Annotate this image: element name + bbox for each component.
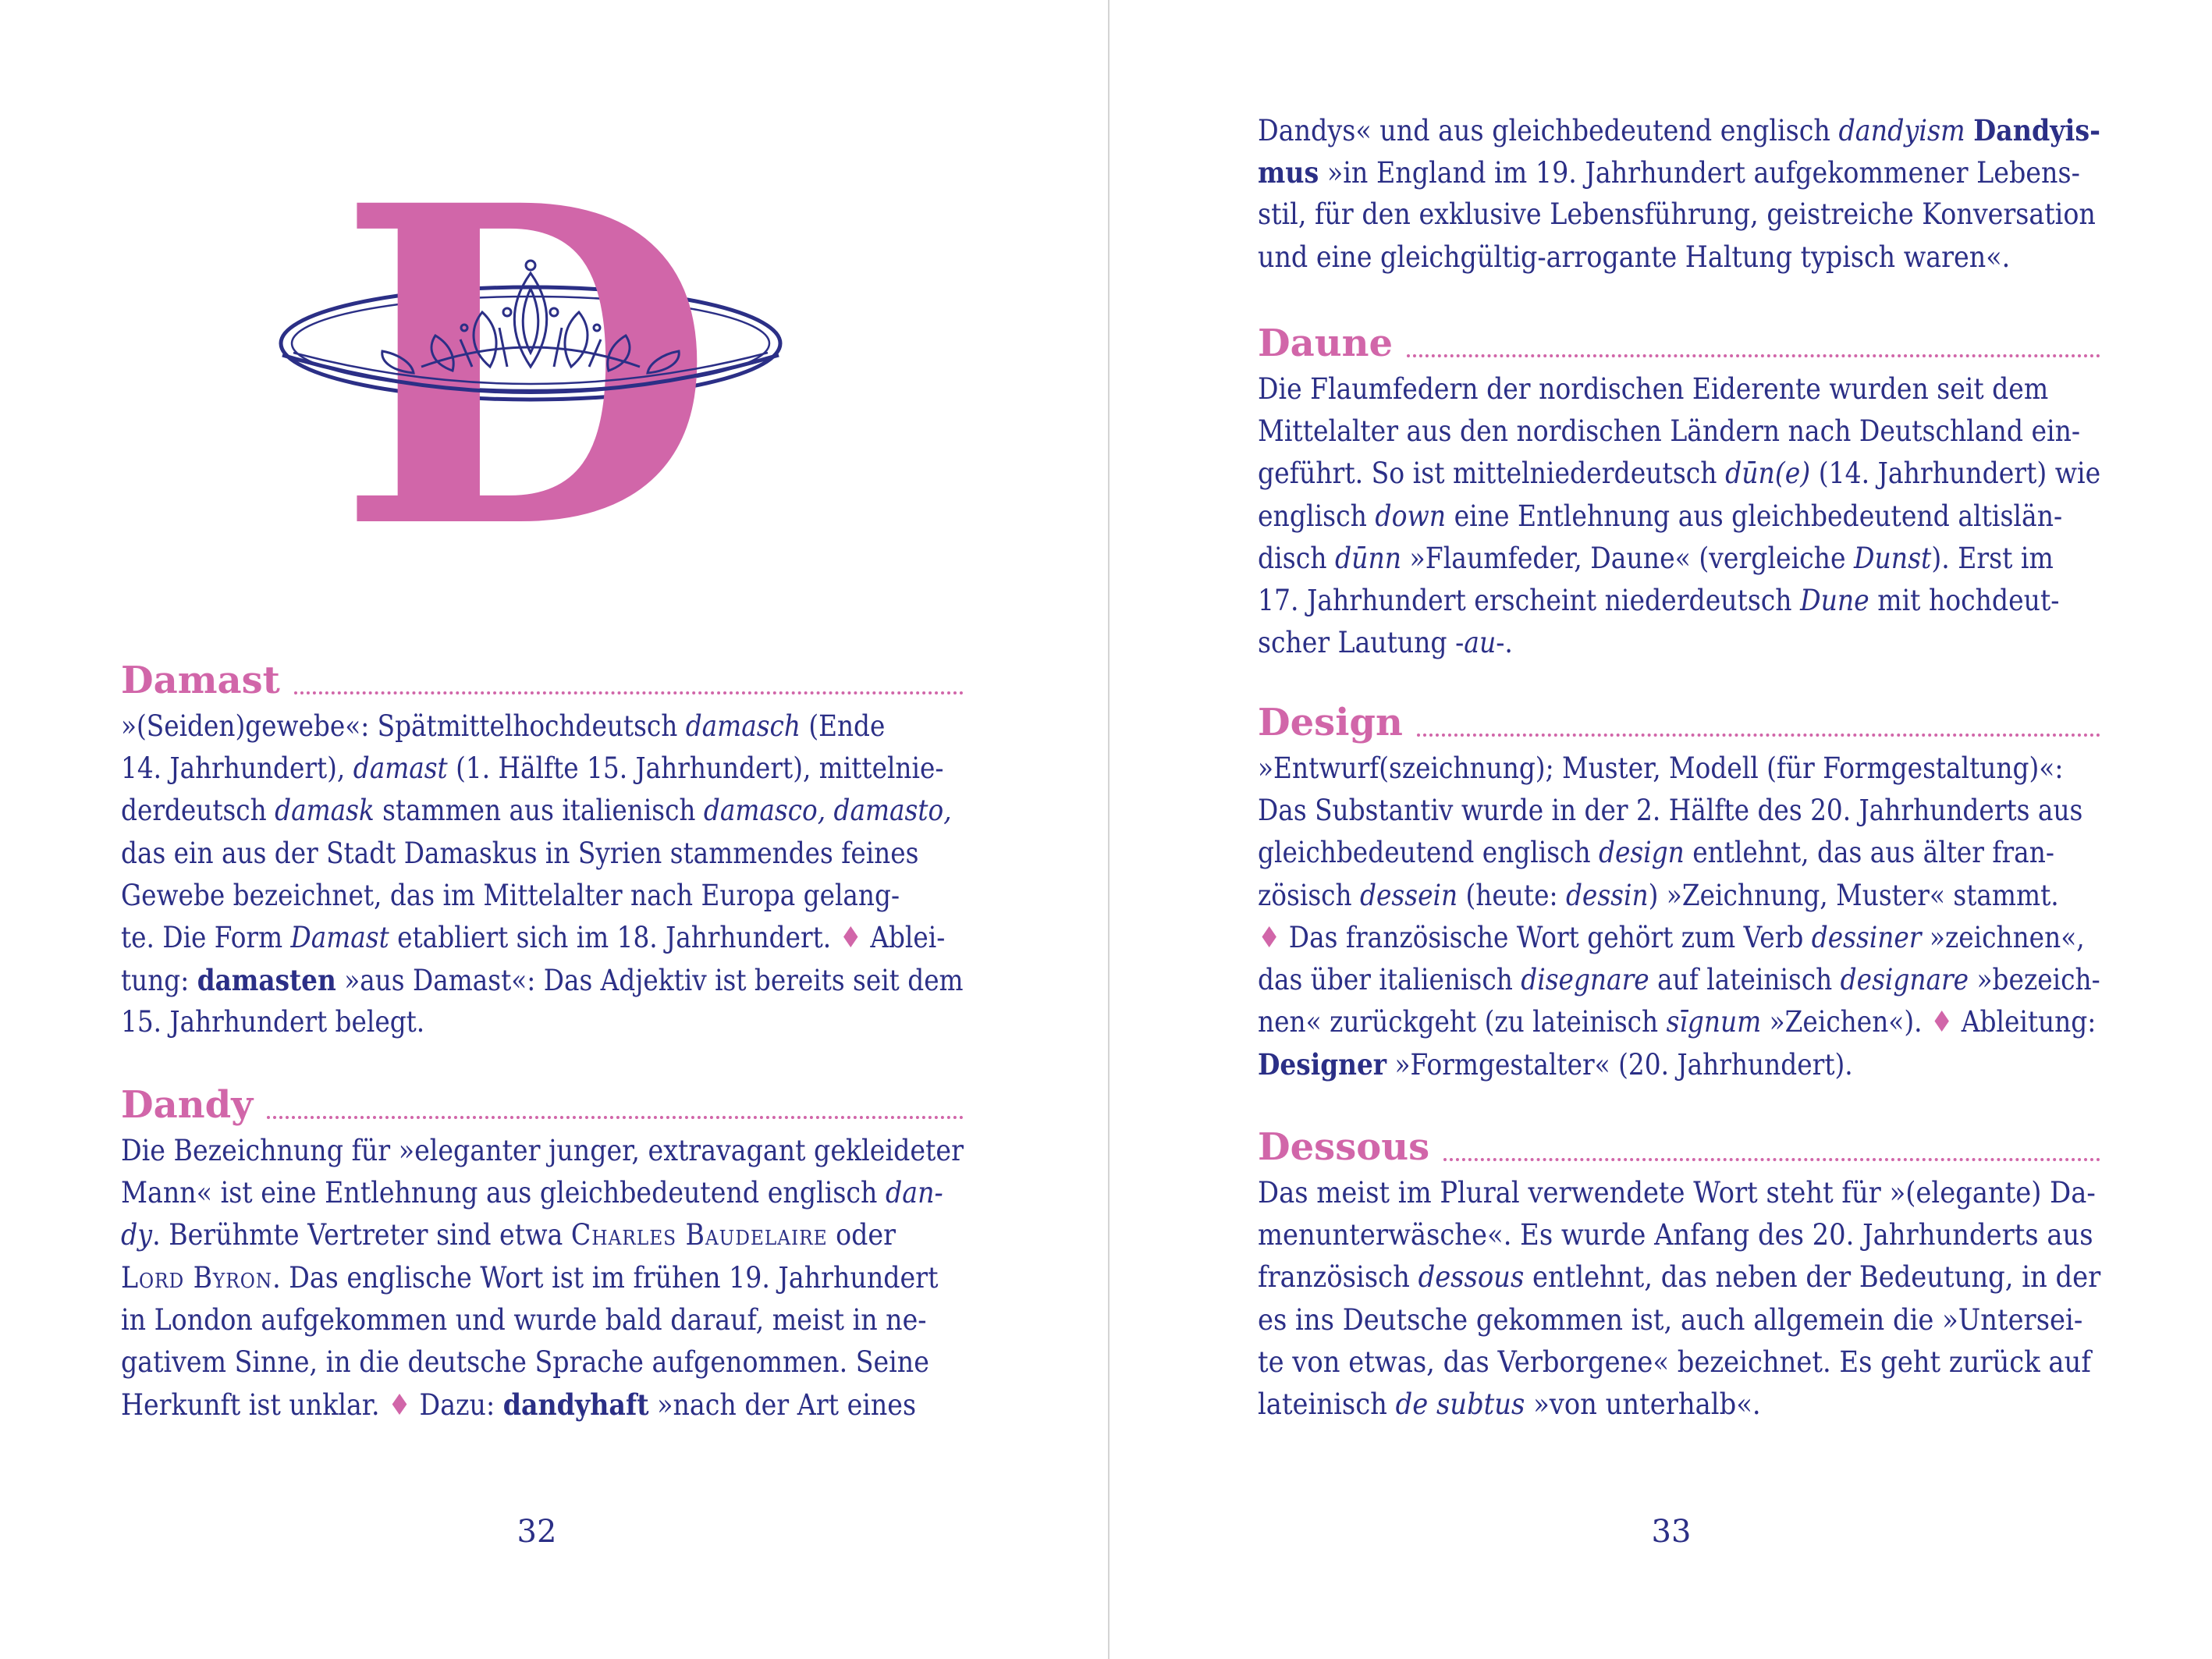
dot-leader bbox=[1417, 734, 2100, 737]
text-line bbox=[1258, 580, 2100, 622]
headword-design: Design bbox=[1258, 701, 1403, 744]
text-run: tung: bbox=[121, 964, 197, 998]
text-run: Ablei- bbox=[861, 920, 946, 954]
text-run bbox=[1965, 114, 1974, 147]
initial-letter-glyph: D bbox=[336, 133, 715, 538]
text-line bbox=[121, 833, 964, 875]
text-run: »nach der Art eines bbox=[648, 1388, 917, 1423]
text-line bbox=[1258, 959, 2100, 1001]
text-run: damast bbox=[353, 751, 448, 786]
text-line bbox=[1258, 748, 2100, 790]
text-run: te. Die Form bbox=[121, 920, 291, 954]
text-run: geführt. So ist mittelniederdeutsch bbox=[1258, 456, 1726, 491]
text-run: down bbox=[1375, 499, 1447, 533]
text-run: »Entwurf(szeichnung); Muster, Modell (für Formgestaltung)«: bbox=[1258, 751, 2064, 785]
text-run: menunterwäsche«. Es wurde Anfang des 20. Jahrhunderts aus bbox=[1258, 1218, 2093, 1252]
text-run: »zeichnen«, bbox=[1921, 920, 2085, 954]
text-run: entlehnt, das aus älter fran- bbox=[1684, 836, 2054, 870]
entry-head bbox=[1258, 1122, 2100, 1172]
text-run: (14. Jahrhundert) wie bbox=[1810, 456, 2101, 491]
text-run: dessiner bbox=[1811, 920, 1922, 954]
text-line bbox=[1258, 236, 2100, 279]
text-run: Ableitung: bbox=[1953, 1005, 2097, 1039]
text-line bbox=[1258, 368, 2100, 410]
tiara-icon bbox=[265, 133, 796, 538]
text-line bbox=[121, 1384, 964, 1426]
text-run: gativem Sinne, in die deutsche Sprache aufgenommen. Seine bbox=[121, 1345, 929, 1379]
text-run: Das Substantiv wurde in der 2. Hälfte des 20. Jahrhunderts aus bbox=[1258, 794, 2083, 828]
text-run: Mann« ist eine Entlehnung aus gleichbedeutend englisch bbox=[121, 1176, 886, 1210]
text-run: Dandys« und aus gleichbedeutend englisch bbox=[1258, 114, 1839, 147]
text-line bbox=[1258, 1256, 2100, 1298]
text-run: derdeutsch bbox=[121, 794, 275, 828]
text-line bbox=[1258, 1341, 2100, 1384]
text-run: es ins Deutsche gekommen ist, auch allgemein die »Untersei- bbox=[1258, 1302, 2083, 1337]
text-run: englisch bbox=[1258, 499, 1376, 533]
text-run: auf lateinisch bbox=[1649, 962, 1841, 996]
text-line bbox=[1258, 194, 2100, 236]
text-run: Das meist im Plural verwendete Wort steht für »(elegante) Da- bbox=[1258, 1176, 2096, 1210]
text-run: »in England im 19. Jahrhundert aufgekommener Lebens- bbox=[1319, 156, 2080, 190]
text-run: dūnn bbox=[1335, 541, 1402, 575]
text-run: das ein aus der Stadt Damaskus in Syrien stammendes feines bbox=[121, 836, 919, 870]
text-run: Herkunft ist unklar. bbox=[121, 1388, 389, 1423]
text-line bbox=[121, 1341, 964, 1384]
headword-daune: Daune bbox=[1258, 321, 1394, 365]
text-run: dandyism bbox=[1838, 114, 1965, 147]
text-run: sīgnum bbox=[1666, 1005, 1762, 1039]
text-run: oder bbox=[827, 1218, 896, 1252]
text-line bbox=[121, 705, 964, 748]
text-line bbox=[1258, 622, 2100, 664]
text-run: 17. Jahrhundert erscheint niederdeutsch bbox=[1258, 583, 1801, 617]
entry-damast bbox=[121, 655, 1074, 1044]
text-line bbox=[1258, 538, 2100, 580]
text-run: disegnare bbox=[1521, 962, 1649, 996]
diamond-icon: ♦ bbox=[388, 1388, 411, 1423]
entry-dandy bbox=[121, 1080, 1059, 1426]
dot-leader bbox=[267, 1116, 964, 1119]
text-run: Die Flaumfedern der nordischen Eiderente wurden seit dem bbox=[1258, 372, 2049, 406]
text-line bbox=[1258, 832, 2100, 874]
text-run: mit hochdeut- bbox=[1869, 583, 2060, 617]
text-run: scher Lautung - bbox=[1258, 626, 1465, 660]
entry-design bbox=[1258, 698, 2209, 1086]
text-run: »bezeich- bbox=[1969, 962, 2100, 996]
text-run: . Das englische Wort ist im frühen 19. Jahrhundert bbox=[272, 1260, 939, 1295]
text-run: au bbox=[1464, 626, 1497, 660]
text-run: Dazu: bbox=[410, 1388, 503, 1423]
headword-dandy: Dandy bbox=[121, 1083, 254, 1127]
page-number-right: 33 bbox=[1651, 1514, 1692, 1550]
text-run: Dune bbox=[1800, 583, 1869, 617]
text-line bbox=[121, 1257, 964, 1299]
text-run: französisch bbox=[1258, 1260, 1418, 1295]
text-run: dy bbox=[121, 1218, 153, 1252]
text-line bbox=[121, 1130, 964, 1172]
text-run: damasten bbox=[197, 963, 336, 998]
text-run: te von etwas, das Verborgene« bezeichnet. Es geht zurück auf bbox=[1258, 1345, 2091, 1379]
text-run: »Zeichen«). bbox=[1761, 1005, 1930, 1039]
text-run: 14. Jahrhundert), bbox=[121, 751, 353, 786]
text-run: zösisch bbox=[1258, 878, 1361, 912]
text-run: »(Seiden)gewebe«: Spätmittelhochdeutsch bbox=[121, 709, 686, 743]
text-run: mus bbox=[1258, 155, 1319, 190]
dot-leader bbox=[294, 691, 964, 695]
text-run: dan- bbox=[886, 1176, 943, 1210]
text-line bbox=[1258, 1043, 2100, 1085]
text-run: dessin bbox=[1565, 878, 1649, 912]
text-line bbox=[1258, 1214, 2100, 1256]
text-run: nen« zurückgeht (zu lateinisch bbox=[1258, 1005, 1667, 1039]
page-number-left: 32 bbox=[517, 1514, 557, 1550]
text-line bbox=[121, 917, 964, 959]
headword-dessous: Dessous bbox=[1258, 1125, 1430, 1169]
text-run: Dunst bbox=[1854, 541, 1932, 575]
text-run: Lord Byron bbox=[121, 1260, 273, 1295]
text-run: (1. Hälfte 15. Jahrhundert), mittelnie- bbox=[447, 751, 944, 786]
dot-leader bbox=[1443, 1158, 2100, 1161]
headword-damast: Damast bbox=[121, 659, 280, 702]
text-run: eine Entlehnung aus gleichbedeutend altislän- bbox=[1446, 499, 2063, 533]
text-run: »Flaumfeder, Daune« (vergleiche bbox=[1401, 541, 1855, 575]
text-line bbox=[1258, 875, 2100, 917]
text-run: lateinisch bbox=[1258, 1387, 1396, 1421]
text-line bbox=[121, 875, 964, 917]
text-run: dessein bbox=[1360, 878, 1458, 912]
text-run: dessous bbox=[1418, 1260, 1525, 1295]
diamond-icon: ♦ bbox=[839, 920, 862, 954]
text-run: stil, für den exklusive Lebensführung, geistreiche Konversation bbox=[1258, 197, 2096, 232]
text-run: Gewebe bezeichnet, das im Mittelalter nach Europa gelang- bbox=[121, 878, 900, 912]
text-run: Damast bbox=[290, 920, 389, 954]
entry-dandy-continued bbox=[1258, 109, 2193, 279]
text-line bbox=[121, 1299, 964, 1341]
text-run: damask bbox=[275, 794, 375, 828]
text-line bbox=[1258, 453, 2100, 495]
text-line bbox=[121, 1172, 964, 1214]
text-run: (heute: bbox=[1458, 878, 1566, 912]
entry-dessous bbox=[1258, 1122, 2181, 1426]
text-run: 15. Jahrhundert belegt. bbox=[121, 1005, 425, 1039]
text-line bbox=[1258, 1299, 2100, 1341]
text-run: das über italienisch bbox=[1258, 962, 1521, 996]
text-line bbox=[1258, 790, 2100, 832]
text-run: damasco, damasto, bbox=[703, 794, 952, 828]
text-run: Die Bezeichnung für »eleganter junger, extravagant gekleideter bbox=[121, 1134, 964, 1167]
text-line bbox=[1258, 1001, 2100, 1043]
text-line bbox=[121, 959, 964, 1001]
text-run: designare bbox=[1840, 962, 1969, 996]
text-run: Charles Baudelaire bbox=[570, 1218, 828, 1252]
text-run: Dandyis- bbox=[1973, 113, 2100, 147]
text-run: in London aufgekommen und wurde bald darauf, meist in ne- bbox=[121, 1302, 927, 1337]
diamond-icon: ♦ bbox=[1930, 1005, 1954, 1039]
text-line bbox=[1258, 917, 2100, 959]
text-run: etabliert sich im 18. Jahrhundert. bbox=[389, 920, 840, 954]
text-run: Mittelalter aus den nordischen Ländern nach Deutschland ein- bbox=[1258, 414, 2081, 449]
text-run: »Formgestalter« (20. Jahrhundert). bbox=[1386, 1048, 1853, 1082]
text-line bbox=[1258, 1172, 2100, 1214]
diamond-icon: ♦ bbox=[1258, 920, 1281, 954]
entry-head bbox=[121, 1080, 964, 1130]
text-run: gleichbedeutend englisch bbox=[1258, 836, 1599, 870]
text-run: disch bbox=[1258, 541, 1336, 575]
text-run: dandyhaft bbox=[502, 1387, 649, 1423]
entry-head bbox=[121, 655, 964, 705]
text-run: (Ende bbox=[800, 709, 886, 743]
entry-head bbox=[1258, 318, 2100, 368]
text-line bbox=[1258, 109, 2100, 151]
text-run: Designer bbox=[1258, 1047, 1387, 1082]
entry-daune bbox=[1258, 318, 2201, 664]
text-run: ). Erst im bbox=[1931, 541, 2054, 575]
text-run: »aus Damast«: Das Adjektiv ist bereits seit dem bbox=[336, 964, 964, 998]
text-run: -. bbox=[1496, 626, 1513, 660]
text-run: de subtus bbox=[1395, 1387, 1525, 1421]
entry-head bbox=[1258, 698, 2100, 748]
text-run: design bbox=[1598, 836, 1685, 870]
text-run: . Berühmte Vertreter sind etwa bbox=[152, 1218, 571, 1252]
text-run: entlehnt, das neben der Bedeutung, in der bbox=[1524, 1260, 2101, 1295]
initial-letter-d bbox=[265, 133, 796, 538]
text-run: »von unterhalb«. bbox=[1525, 1387, 1761, 1421]
text-run: Das französische Wort gehört zum Verb bbox=[1280, 920, 1812, 954]
text-run: ) »Zeichnung, Muster« stammt. bbox=[1648, 878, 2059, 912]
text-run: stammen aus italienisch bbox=[374, 794, 704, 828]
text-line bbox=[121, 790, 964, 832]
text-run: und eine gleichgültig-arrogante Haltung typisch waren«. bbox=[1258, 240, 2011, 274]
text-run: damasch bbox=[685, 709, 801, 743]
text-line bbox=[121, 1001, 964, 1043]
text-run: dūn(e) bbox=[1725, 456, 1811, 491]
text-line bbox=[1258, 496, 2100, 538]
text-line bbox=[1258, 1384, 2100, 1426]
text-line bbox=[1258, 151, 2100, 194]
text-line bbox=[121, 748, 964, 790]
dot-leader bbox=[1407, 354, 2100, 357]
text-line bbox=[121, 1214, 964, 1256]
text-line bbox=[1258, 410, 2100, 453]
